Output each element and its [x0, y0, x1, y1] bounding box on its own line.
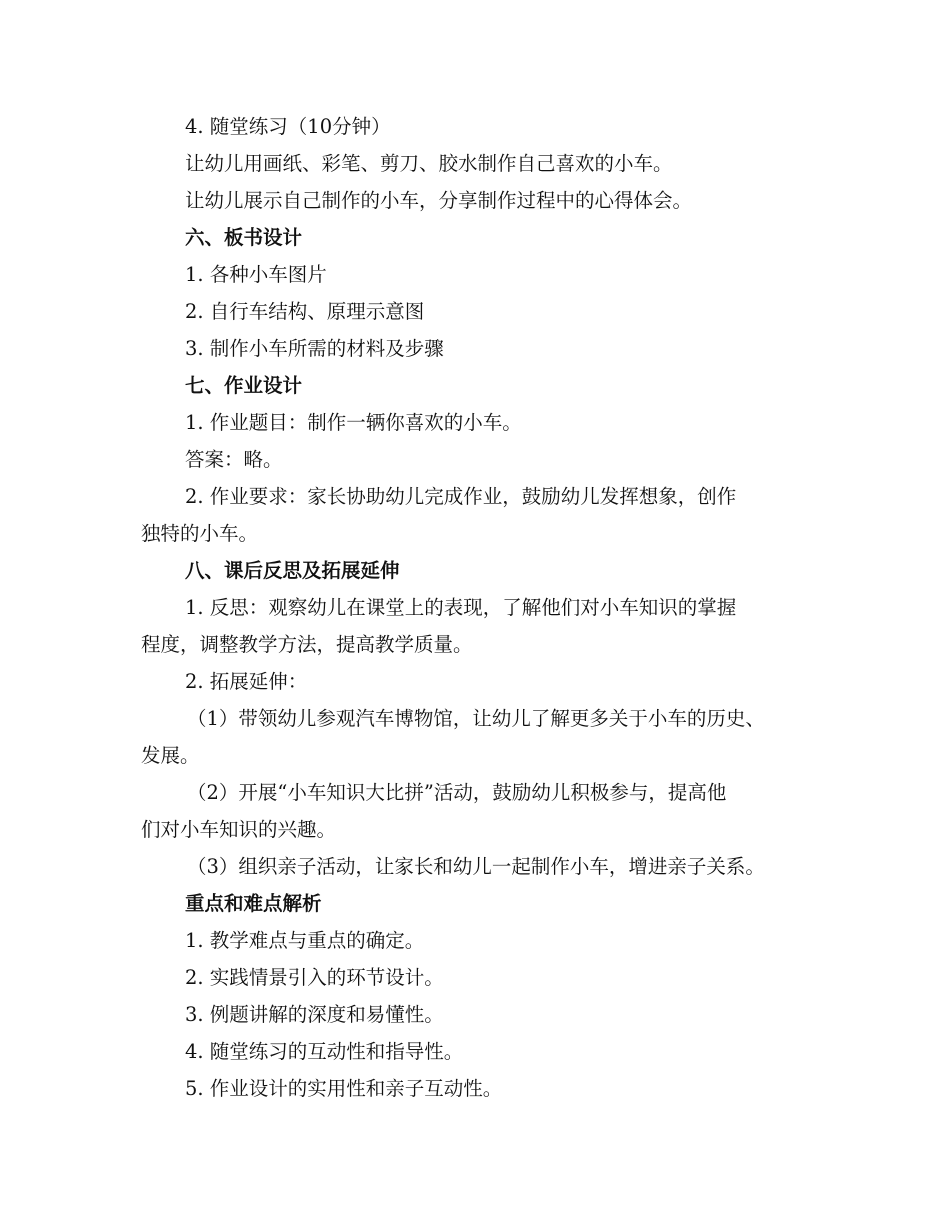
list-item: 5. 作业设计的实用性和亲子互动性。	[185, 1077, 503, 1100]
section-heading: 六、板书设计	[185, 226, 303, 249]
list-item: 3. 例题讲解的深度和易懂性。	[185, 1003, 444, 1026]
list-item: 2. 作业要求：家长协助幼儿完成作业，鼓励幼儿发挥想象，创作	[185, 485, 737, 508]
list-item: 1. 作业题目：制作一辆你喜欢的小车。	[185, 411, 522, 434]
sub-list-item: （1）带领幼儿参观汽车博物馆，让幼儿了解更多关于小车的历史、	[187, 707, 765, 730]
list-item: 1. 教学难点与重点的确定。	[185, 929, 425, 952]
paragraph: 让幼儿用画纸、彩笔、剪刀、胶水制作自己喜欢的小车。	[185, 152, 673, 175]
list-item: 4. 随堂练习（10分钟）	[185, 115, 391, 138]
list-item: 1. 反思：观察幼儿在课堂上的表现，了解他们对小车知识的掌握	[185, 596, 737, 619]
list-item: 2. 实践情景引入的环节设计。	[185, 966, 444, 989]
paragraph-continuation: 程度，调整教学方法，提高教学质量。	[141, 633, 473, 656]
paragraph-continuation: 们对小车知识的兴趣。	[141, 818, 337, 841]
list-item: 3. 制作小车所需的材料及步骤	[185, 337, 444, 360]
list-item: 1. 各种小车图片	[185, 263, 327, 286]
sub-list-item: （2）开展“小车知识大比拼”活动，鼓励幼儿积极参与，提高他	[187, 781, 727, 804]
paragraph: 答案：略。	[185, 448, 283, 471]
list-item: 2. 自行车结构、原理示意图	[185, 300, 425, 323]
section-heading: 重点和难点解析	[185, 892, 322, 915]
list-item: 2. 拓展延伸：	[185, 670, 308, 693]
paragraph: 让幼儿展示自己制作的小车，分享制作过程中的心得体会。	[185, 189, 693, 212]
section-heading: 八、课后反思及拓展延伸	[185, 559, 400, 582]
section-heading: 七、作业设计	[185, 374, 303, 397]
list-item: 4. 随堂练习的互动性和指导性。	[185, 1040, 464, 1063]
paragraph-continuation: 发展。	[141, 744, 200, 767]
sub-list-item: （3）组织亲子活动，让家长和幼儿一起制作小车，增进亲子关系。	[187, 855, 765, 878]
paragraph-continuation: 独特的小车。	[141, 522, 259, 545]
